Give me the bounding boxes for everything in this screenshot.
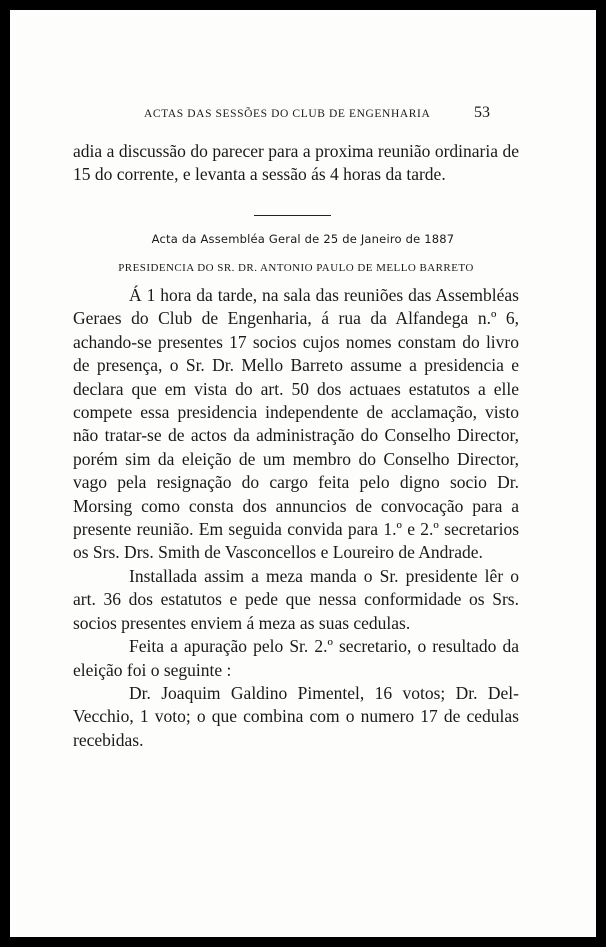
section-divider [254,215,331,216]
presidency-line: PRESIDENCIA DO SR. DR. ANTONIO PAULO DE MELLO BARRETO [118,262,474,274]
running-head: ACTAS DAS SESSÕES DO CLUB DE ENGENHARIA [144,108,431,120]
paragraph-result: Dr. Joaquim Galdino Pimentel, 16 votos; Dr. Del-Vecchio, 1 voto; o que combina com o numero 17 de cedulas recebidas. [73,682,519,750]
continuation-paragraph [73,140,519,187]
minutes-body [73,284,519,752]
paragraph-count: Feita a apuração pelo Sr. 2.º secretario, o resultado da eleição foi o seguinte : [73,636,519,680]
book-page [10,10,596,937]
continuation-text: adia a discussão do parecer para a proxima reunião ordinaria de 15 do corrente, e levanta a sessão ás 4 horas da tarde. [73,141,519,185]
paragraph-installation: Installada assim a meza manda o Sr. presidente lêr o art. 36 dos estatutos e pede que nessa conformidade os Srs. socios presentes enviem á meza as suas cedulas. [73,565,519,633]
paragraph-opening: Á 1 hora da tarde, na sala das reuniões das Assembléas Geraes do Club de Engenharia, á rua da Alfandega n.º 6, achando-se presentes 17 socios cujos nomes constam do livro de presença, o Sr. Dr. Mello Barreto assume a presidencia e declara que em vista do art. 50 dos actuaes estatutos a elle compete essa presidencia independente de acclamação, visto não tratar-se de actos da administração do Conselho Director, porém sim da eleição de um membro do Conselho Director, vago pela resignação do cargo feita pelo digno socio Dr. Morsing como consta dos annuncios de convocação para a presente reunião. Em seguida convida para 1.º e 2.º secretarios os Srs. Drs. Smith de Vasconcellos e Loureiro de Andrade. [73,285,519,563]
minutes-heading: Acta da Assembléa Geral de 25 de Janeiro de 1887 [151,232,455,246]
page-number: 53 [474,104,490,121]
